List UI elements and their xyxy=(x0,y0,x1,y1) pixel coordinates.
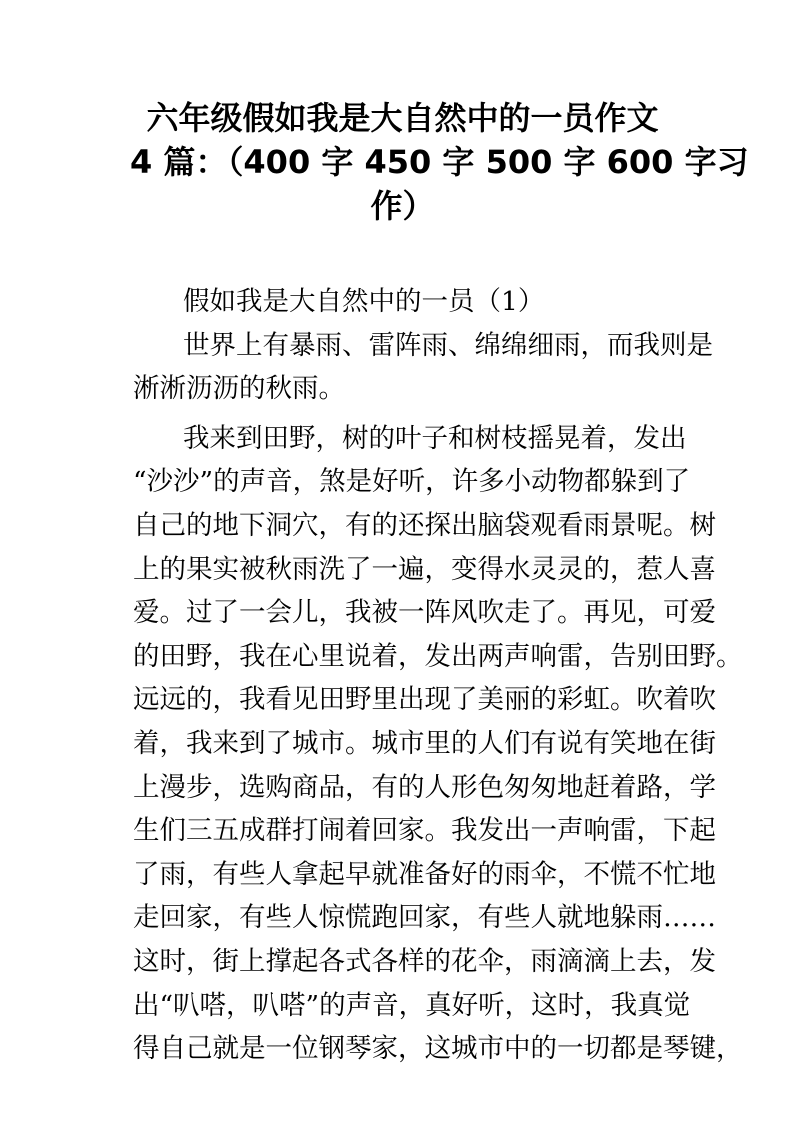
paragraph-line: “沙沙”的声音，煞是好听，许多小动物都躲到了 xyxy=(133,466,691,498)
title-line: 作） xyxy=(370,187,435,225)
paragraph-line: 这时，街上撑起各式各样的花伞，雨滴滴上去，发 xyxy=(133,945,716,977)
section-heading: 假如我是大自然中的一员（1） xyxy=(183,286,545,317)
document-title xyxy=(130,96,749,228)
paragraph-line: 我来到田野，树的叶子和树枝摇晃着，发出 xyxy=(183,422,687,454)
paragraph-line: 淅淅沥沥的秋雨。 xyxy=(133,373,345,405)
title-line: 4 篇：（400 字 450 字 500 字 600 字习 xyxy=(130,143,749,181)
paragraph-line: 自己的地下洞穴，有的还探出脑袋观看雨景呢。树 xyxy=(133,509,716,541)
paragraph-line: 了雨，有些人拿起早就准备好的雨伞，不慌不忙地 xyxy=(133,858,716,890)
paragraph-line: 生们三五成群打闹着回家。我发出一声响雷，下起 xyxy=(133,815,716,847)
title-line: 六年级假如我是大自然中的一员作文 xyxy=(146,99,659,137)
paragraph-line: 世界上有暴雨、雷阵雨、绵绵细雨，而我则是 xyxy=(183,329,713,361)
paragraph-line: 走回家，有些人惊慌跑回家，有些人就地躲雨…… xyxy=(133,902,716,934)
essay-body xyxy=(133,280,743,1071)
paragraph-line: 上漫步，选购商品，有的人形色匆匆地赶着路，学 xyxy=(133,771,716,803)
paragraph-line: 出“叭嗒，叭嗒”的声音，真好听，这时，我真觉 xyxy=(133,989,691,1021)
paragraph-line: 着，我来到了城市。城市里的人们有说有笑地在街 xyxy=(133,727,716,759)
paragraph-line: 得自己就是一位钢琴家，这城市中的一切都是琴键， xyxy=(133,1033,743,1065)
paragraph-line: 爱。过了一会儿，我被一阵风吹走了。再见，可爱 xyxy=(133,597,716,629)
paragraph-line: 远远的，我看见田野里出现了美丽的彩虹。吹着吹 xyxy=(133,684,716,716)
paragraph-line: 的田野，我在心里说着，发出两声响雷，告别田野。 xyxy=(133,640,743,672)
paragraph-line: 上的果实被秋雨洗了一遍，变得水灵灵的，惹人喜 xyxy=(133,553,716,585)
